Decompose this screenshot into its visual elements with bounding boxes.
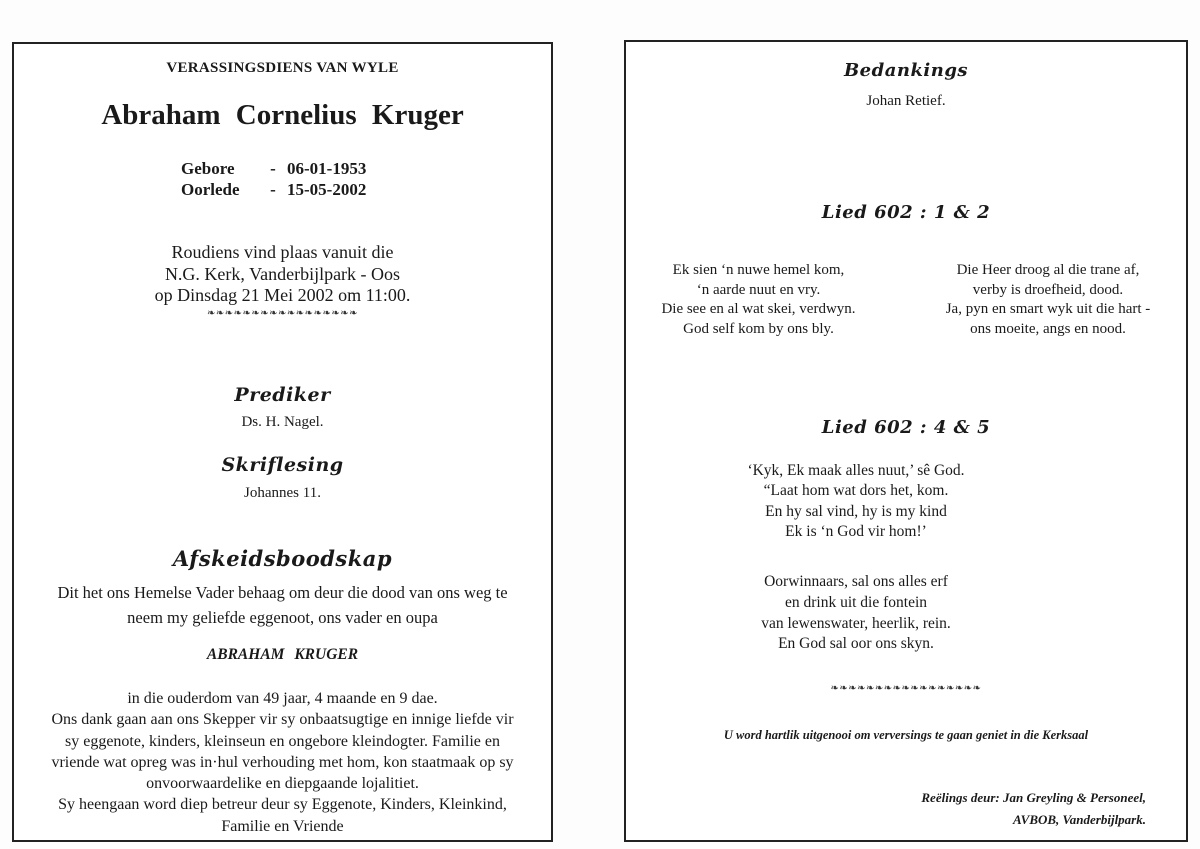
stanza-line: ‘Kyk, Ek maak alles nuut,’ sê God. (747, 462, 965, 479)
farewell-heading: Afskeidsboodskap (172, 546, 393, 571)
service-line: N.G. Kerk, Vanderbijlpark - Oos (164, 263, 401, 284)
preacher-name: Ds. H. Nagel. (241, 414, 324, 430)
farewell-line: sy eggenote, kinders, kleinseun en ongebore kleindogter. Familie en (65, 732, 500, 750)
hymn-stanza-1 (636, 261, 881, 339)
stanza-line: ‘n aarde nuut en vry. (696, 281, 821, 298)
stanza-line: En God sal oor ons skyn. (778, 635, 934, 653)
farewell-line: vriende wat opreg was in·hul verhouding met hom, kon staatmaak op sy (51, 753, 514, 771)
service-line: op Dinsdag 21 Mei 2002 om 11:00. (154, 285, 411, 305)
reading-heading: Skriflesing (221, 454, 344, 476)
stanza-line: van lewenswater, heerlik, rein. (761, 614, 951, 632)
ornament-divider: ❧❧❧❧❧❧❧❧❧❧❧❧❧❧❧❧❧ (207, 308, 358, 319)
hymn-stanza-2 (918, 261, 1178, 339)
stanza-line: Ek is ‘n God vir hom!’ (785, 522, 927, 540)
stanza-line: verby is droefheid, dood. (972, 281, 1124, 298)
stanza-line: ons moeite, angs en nood. (970, 320, 1126, 337)
arrangements-line: Reëlings deur: Jan Greyling & Personeel, (921, 790, 1146, 805)
ornament-divider: ❧❧❧❧❧❧❧❧❧❧❧❧❧❧❧❧❧ (830, 683, 982, 694)
farewell-line: Familie en Vriende (221, 817, 344, 835)
refreshments-invitation: U word hartlik uitgenooi om verversings te gaan geniet in die Kerksaal (723, 728, 1089, 742)
service-heading: VERASSINGSDIENS VAN WYLE (166, 60, 399, 76)
right-page (624, 40, 1188, 842)
stanza-line: En hy sal vind, hy is my kind (765, 502, 947, 520)
hymn1-heading: Lied 602 : 1 & 2 (821, 202, 991, 223)
stanza-line: Oorwinnaars, sal ons alles erf (764, 573, 948, 590)
stanza-line: Die see en al wat skei, verdwyn. (661, 301, 856, 317)
arrangements-line: AVBOB, Vanderbijlpark. (1012, 812, 1146, 827)
farewell-line: Ons dank gaan aan ons Skepper vir sy onbaatsugtige en innige liefde vir (51, 711, 514, 729)
farewell-intro-line: Dit het ons Hemelse Vader behaag om deur die dood van ons weg te (57, 583, 508, 602)
stanza-line: Ja, pyn en smart wyk uit die hart - (945, 301, 1151, 317)
thanks-name: Johan Retief. (866, 93, 946, 109)
service-line: Roudiens vind plaas vanuit die (171, 242, 394, 262)
died-dash: - (270, 180, 276, 199)
farewell-line: onvoorwaardelike en diepgaande lojalitiet. (146, 775, 419, 793)
born-date: 06-01-1953 (287, 159, 367, 178)
preacher-heading: Prediker (234, 384, 331, 406)
service-details (14, 242, 551, 307)
left-page (12, 42, 553, 842)
born-label: Gebore (181, 159, 235, 178)
stanza-line: Ek sien ‘n nuwe hemel kom, (672, 262, 845, 278)
stanza-line: en drink uit die fontein (784, 593, 928, 611)
farewell-body (14, 688, 551, 837)
thanks-heading: Bedankings (843, 60, 969, 81)
deceased-name: Abraham Cornelius Kruger (101, 99, 464, 131)
died-row (181, 180, 366, 200)
born-row (181, 159, 366, 179)
reading-text: Johannes 11. (244, 485, 321, 501)
farewell-intro (14, 580, 551, 630)
died-date: 15-05-2002 (287, 180, 367, 199)
died-label: Oorlede (181, 180, 240, 199)
funeral-arrangements (826, 787, 1146, 831)
farewell-name: ABRAHAM KRUGER (206, 646, 359, 663)
farewell-line: in die ouderdom van 49 jaar, 4 maande en 9 dae. (127, 690, 438, 707)
farewell-line: Sy heengaan word diep betreur deur sy Eggenote, Kinders, Kleinkind, (58, 796, 507, 814)
hymn2-heading: Lied 602 : 4 & 5 (821, 417, 991, 438)
stanza-line: Die Heer droog al die trane af, (956, 262, 1140, 278)
stanza-line: God self kom by ons bly. (683, 320, 834, 337)
farewell-intro-line: neem my geliefde eggenoot, ons vader en oupa (127, 608, 438, 627)
hymn-stanza-4 (716, 572, 996, 655)
born-dash: - (270, 159, 276, 178)
stanza-line: “Laat hom wat dors het, kom. (763, 482, 949, 500)
hymn-stanza-3 (716, 461, 996, 542)
